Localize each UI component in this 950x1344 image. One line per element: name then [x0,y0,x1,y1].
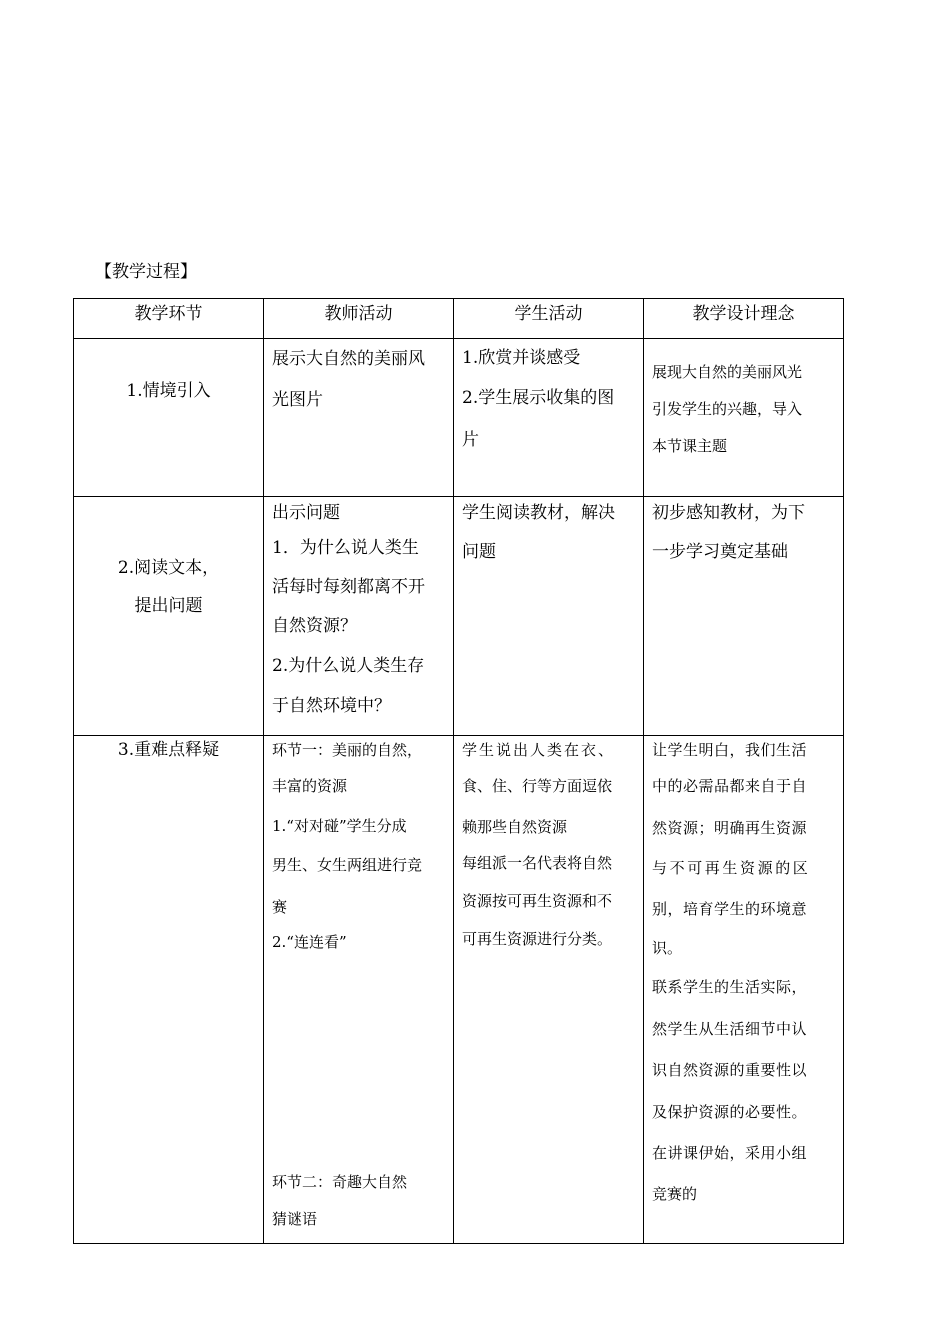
header-student: 学生活动 [454,299,644,339]
header-teacher: 教师活动 [264,299,454,339]
teacher-cell: 展示大自然的美丽风 光图片 [264,339,454,497]
teacher-part-1: 环节一：美丽的自然， 丰富的资源 1.“对对碰”学生分成 男生、女生两组进行竞 赛 2.“连连看” [272,741,423,951]
stage-cell: 2.阅读文本， 提出问题 [74,497,264,736]
student-cell: 学生阅读教材，解决 问题 [454,497,644,736]
stage-cell: 1.情境引入 [74,339,264,497]
design-cell: 初步感知教材，为下 一步学习奠定基础 [644,497,844,736]
header-design: 教学设计理念 [644,299,844,339]
teacher-cell: 出示问题 1．为什么说人类生 活每时每刻都离不开 自然资源？ 2.为什么说人类生存 于自然环境中？ [264,497,454,736]
design-cell: 让学生明白，我们生活 中的必需品都来自于自 然资源；明确再生资源 与不可再生资源的区 别，培育学生的环境意 识。 联系学生的生活实际， 然学生从生活细节中认 识自然资源的重要性以 及保护资源的必要性。 在讲课伊始，采用小组 竞赛的 [644,736,844,1244]
table-row [74,736,844,1244]
design-cell: 展现大自然的美丽风光 引发学生的兴趣，导入 本节课主题 [644,339,844,497]
teacher-cell [264,736,454,1244]
header-stage: 教学环节 [74,299,264,339]
student-cell: 1.欣赏并谈感受 2.学生展示收集的图 片 [454,339,644,497]
section-title: 【教学过程】 [95,262,197,282]
student-cell: 学生说出人类在衣、 食、住、行等方面逗依 赖那些自然资源 每组派一名代表将自然 资源按可再生资源和不 可再生资源进行分类。 [454,736,644,1244]
teaching-process-table [73,298,844,1244]
table-header-row [74,299,844,339]
teacher-part-2: 环节二：奇趣大自然 猜谜语 [272,1173,408,1228]
table-row [74,339,844,497]
stage-cell: 3.重难点释疑 [74,736,264,1244]
table-row [74,497,844,736]
